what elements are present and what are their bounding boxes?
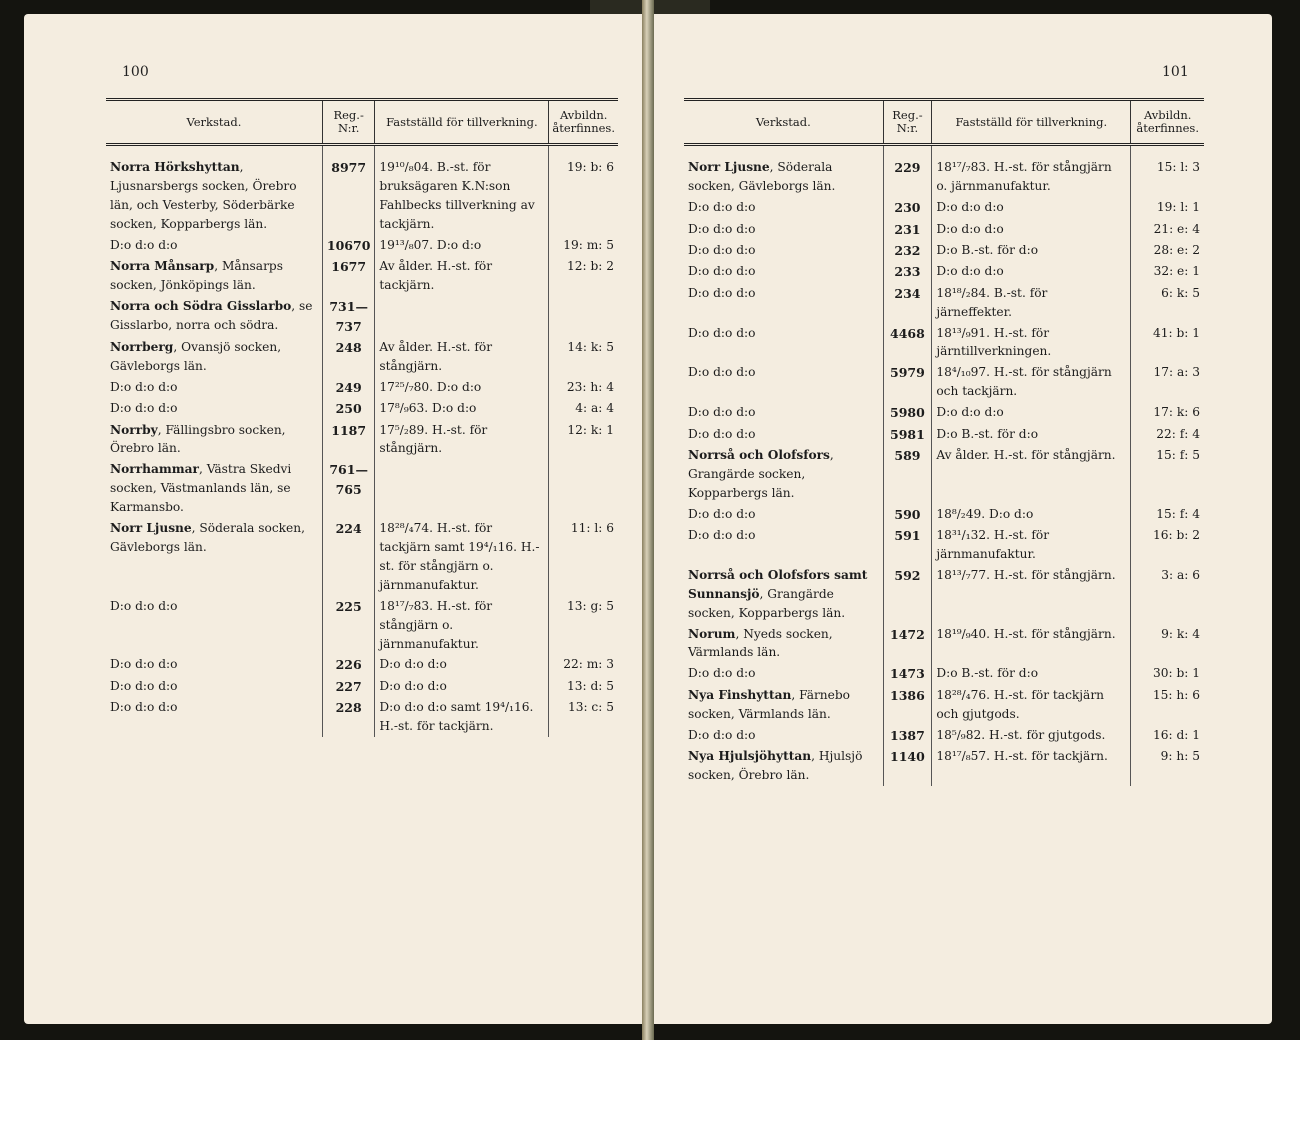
cell-fast: 18¹³/₉91. H.-st. för järntillverkningen. bbox=[932, 323, 1131, 363]
table-row bbox=[106, 420, 618, 460]
cell-avb: 16: b: 2 bbox=[1131, 525, 1204, 565]
cell-reg: 4468 bbox=[883, 323, 932, 363]
cell-fast: 18¹⁸/₂84. B.-st. för järneffekter. bbox=[932, 283, 1131, 323]
cell-avb: 12: b: 2 bbox=[549, 256, 618, 296]
cell-name: D:o d:o d:o bbox=[688, 200, 756, 215]
table-row bbox=[106, 296, 618, 337]
left-page bbox=[24, 14, 642, 1024]
cell-reg: 234 bbox=[883, 283, 932, 323]
works-name: Norra Månsarp bbox=[110, 259, 215, 274]
cell-avb: 22: m: 3 bbox=[549, 654, 618, 675]
column-header-avbildn: Avbildn. återfinnes. bbox=[1131, 100, 1204, 145]
works-name: Norrberg bbox=[110, 340, 174, 354]
table-row bbox=[106, 654, 618, 675]
left-page-table bbox=[106, 98, 618, 737]
works-name: Norr Ljusne bbox=[688, 160, 770, 175]
works-name: Norrby bbox=[110, 422, 158, 437]
cell-fast: 18¹⁹/₉40. H.-st. för stångjärn. bbox=[932, 624, 1131, 664]
cell-fast: D:o B.-st. för d:o bbox=[932, 240, 1131, 261]
works-name: Norrså och Olofsfors samt Sunnansjö bbox=[688, 567, 868, 601]
cell-fast: 18²⁸/₄74. H.-st. för tackjärn samt 19⁴/₁16. H.-st. för stångjärn o. järnmanufaktur. bbox=[375, 518, 549, 596]
cell-reg: 227 bbox=[322, 676, 375, 697]
table-row bbox=[684, 323, 1204, 363]
left-page-number: 100 bbox=[122, 64, 149, 80]
cell-fast: D:o d:o d:o bbox=[932, 402, 1131, 423]
cell-name: D:o d:o d:o bbox=[688, 221, 756, 236]
cell-fast: 18¹⁷/₇83. H.-st. för stångjärn o. järnmanufaktur. bbox=[375, 596, 549, 655]
cell-fast: 18¹³/₇77. H.-st. för stångjärn. bbox=[932, 565, 1131, 624]
cell-fast: 19¹⁰/₈04. B.-st. för bruksägaren K.N:son Fahlbecks tillverkning av tackjärn. bbox=[375, 145, 549, 235]
table-row bbox=[106, 145, 618, 235]
table-row bbox=[684, 445, 1204, 504]
right-page bbox=[654, 14, 1272, 1024]
cell-fast: D:o d:o d:o bbox=[932, 197, 1131, 218]
cell-name: Norrberg, Ovansjö socken, Gävleborgs län. bbox=[110, 340, 282, 373]
cell-name: Nya Hjulsjöhyttan, Hjulsjö socken, Örebro län. bbox=[688, 748, 863, 782]
bottom-margin bbox=[0, 1040, 1300, 1129]
table-row bbox=[106, 235, 618, 256]
book-spine bbox=[642, 0, 654, 1040]
cell-reg: 224 bbox=[322, 518, 375, 596]
cell-fast: D:o d:o d:o bbox=[932, 261, 1131, 282]
cell-name: D:o d:o d:o bbox=[110, 379, 178, 394]
cell-name: Norrby, Fällingsbro socken, Örebro län. bbox=[110, 422, 286, 456]
works-name: Norum bbox=[688, 626, 736, 641]
cell-reg: 1187 bbox=[322, 420, 375, 460]
cell-name: D:o d:o d:o bbox=[110, 598, 178, 613]
table-row bbox=[684, 283, 1204, 323]
cell-fast: D:o d:o d:o bbox=[375, 654, 549, 675]
cell-avb: 13: d: 5 bbox=[549, 676, 618, 697]
table-row bbox=[106, 398, 618, 419]
cell-reg: 1140 bbox=[883, 746, 932, 786]
table-row bbox=[684, 663, 1204, 684]
cell-avb: 19: m: 5 bbox=[549, 235, 618, 256]
works-name: Nya Finshyttan bbox=[688, 687, 792, 702]
cell-fast: 18⁴/₁₀97. H.-st. för stångjärn och tackjärn. bbox=[932, 362, 1131, 402]
cell-name: Nya Finshyttan, Färnebo socken, Värmlands län. bbox=[688, 687, 850, 721]
cell-reg: 229 bbox=[883, 145, 932, 197]
cell-name: Norrhammar, Västra Skedvi socken, Västmanlands län, se Karmansbo. bbox=[110, 462, 292, 515]
right-page-table bbox=[684, 98, 1204, 786]
cell-name: D:o d:o d:o bbox=[688, 727, 756, 742]
left-table-body bbox=[106, 145, 618, 737]
cell-avb bbox=[549, 459, 618, 518]
cell-reg: 1472 bbox=[883, 624, 932, 664]
cell-fast: 17⁸/₉63. D:o d:o bbox=[375, 398, 549, 419]
cell-name: D:o d:o d:o bbox=[688, 264, 756, 279]
column-header-verkstad: Verkstad. bbox=[186, 114, 242, 129]
cell-name: D:o d:o d:o bbox=[688, 426, 756, 441]
table-row bbox=[684, 197, 1204, 218]
cell-fast: 17²⁵/₇80. D:o d:o bbox=[375, 377, 549, 398]
cell-avb: 19: b: 6 bbox=[549, 145, 618, 235]
cell-fast bbox=[375, 296, 549, 337]
cell-reg: 231 bbox=[883, 219, 932, 240]
cell-name: D:o d:o d:o bbox=[110, 238, 178, 253]
cell-avb: 30: b: 1 bbox=[1131, 663, 1204, 684]
right-table-body bbox=[684, 145, 1204, 786]
cell-name: D:o d:o d:o bbox=[110, 657, 178, 672]
cell-name: Norra Hörkshyttan, Ljusnarsbergs socken, Örebro län, och Vesterby, Söderbärke socken, Kopparbergs län. bbox=[110, 160, 297, 232]
cell-fast: Av ålder. H.-st. för stångjärn. bbox=[375, 337, 549, 377]
cell-name: Norrså och Olofsfors samt Sunnansjö, Grangärde socken, Kopparbergs län. bbox=[688, 567, 868, 620]
table-row bbox=[684, 145, 1204, 197]
column-header-faststalld: Fastställd för tillverkning. bbox=[375, 100, 549, 145]
table-row bbox=[684, 424, 1204, 445]
cell-name: Norr Ljusne, Söderala socken, Gävleborgs län. bbox=[110, 521, 305, 554]
right-page-number: 101 bbox=[1162, 64, 1189, 80]
cell-fast: D:o d:o d:o bbox=[375, 676, 549, 697]
works-name: Norrhammar bbox=[110, 462, 199, 477]
cell-avb: 15: f: 5 bbox=[1131, 445, 1204, 504]
cell-reg: 226 bbox=[322, 654, 375, 675]
cell-avb: 32: e: 1 bbox=[1131, 261, 1204, 282]
cell-avb: 17: k: 6 bbox=[1131, 402, 1204, 423]
cell-avb: 19: l: 1 bbox=[1131, 197, 1204, 218]
cell-avb bbox=[549, 296, 618, 337]
table-row bbox=[106, 596, 618, 655]
table-row bbox=[684, 240, 1204, 261]
table-row bbox=[106, 518, 618, 596]
cell-fast: 18²⁸/₄76. H.-st. för tackjärn och gjutgods. bbox=[932, 685, 1131, 725]
cell-avb: 21: e: 4 bbox=[1131, 219, 1204, 240]
column-header-reg-nr: Reg.-N:r. bbox=[883, 100, 932, 145]
column-header-verkstad: Verkstad. bbox=[755, 114, 811, 129]
cell-avb: 9: k: 4 bbox=[1131, 624, 1204, 664]
cell-reg: 1473 bbox=[883, 663, 932, 684]
column-header-reg-nr: Reg.-N:r. bbox=[322, 100, 375, 145]
cell-fast: D:o d:o d:o samt 19⁴/₁16. H.-st. för tackjärn. bbox=[375, 697, 549, 737]
works-name: Norra Hörkshyttan bbox=[110, 160, 240, 175]
cell-fast: 18⁸/₂49. D:o d:o bbox=[932, 504, 1131, 525]
cell-name: D:o d:o d:o bbox=[688, 325, 756, 340]
works-name: Norra och Södra Gisslarbo bbox=[110, 299, 292, 314]
cell-fast: D:o d:o d:o bbox=[932, 219, 1131, 240]
cell-name: D:o d:o d:o bbox=[688, 243, 756, 257]
table-row bbox=[684, 362, 1204, 402]
cell-name: D:o d:o d:o bbox=[688, 365, 756, 380]
cell-reg: 225 bbox=[322, 596, 375, 655]
cell-reg: 591 bbox=[883, 525, 932, 565]
cell-reg: 590 bbox=[883, 504, 932, 525]
cell-avb: 13: c: 5 bbox=[549, 697, 618, 737]
cell-avb: 41: b: 1 bbox=[1131, 323, 1204, 363]
cell-avb: 12: k: 1 bbox=[549, 420, 618, 460]
cell-reg: 5981 bbox=[883, 424, 932, 445]
cell-avb: 22: f: 4 bbox=[1131, 424, 1204, 445]
cell-reg: 250 bbox=[322, 398, 375, 419]
cell-fast: 18³¹/₁32. H.-st. för järnmanufaktur. bbox=[932, 525, 1131, 565]
cell-avb: 16: d: 1 bbox=[1131, 725, 1204, 746]
table-row bbox=[106, 377, 618, 398]
cell-reg: 249 bbox=[322, 377, 375, 398]
cell-reg: 10670 bbox=[322, 235, 375, 256]
cell-reg: 731—737 bbox=[322, 296, 375, 337]
table-row bbox=[106, 256, 618, 296]
cell-name: D:o d:o d:o bbox=[688, 506, 756, 521]
cell-avb: 6: k: 5 bbox=[1131, 283, 1204, 323]
table-row bbox=[106, 697, 618, 737]
cell-avb: 15: l: 3 bbox=[1131, 145, 1204, 197]
cell-avb: 15: h: 6 bbox=[1131, 685, 1204, 725]
cell-fast: 17⁵/₂89. H.-st. för stångjärn. bbox=[375, 420, 549, 460]
cell-avb: 9: h: 5 bbox=[1131, 746, 1204, 786]
cell-avb: 4: a: 4 bbox=[549, 398, 618, 419]
cell-reg: 592 bbox=[883, 565, 932, 624]
cell-avb: 13: g: 5 bbox=[549, 596, 618, 655]
cell-reg: 589 bbox=[883, 445, 932, 504]
works-name: Norrså och Olofsfors bbox=[688, 447, 830, 462]
cell-name: Norr Ljusne, Söderala socken, Gävleborgs län. bbox=[688, 160, 836, 194]
cell-reg: 761—765 bbox=[322, 459, 375, 518]
cell-reg: 233 bbox=[883, 261, 932, 282]
cell-reg: 8977 bbox=[322, 145, 375, 235]
cell-reg: 5979 bbox=[883, 362, 932, 402]
cell-name: Norum, Nyeds socken, Värmlands län. bbox=[688, 626, 833, 660]
cell-avb: 17: a: 3 bbox=[1131, 362, 1204, 402]
cell-avb: 23: h: 4 bbox=[549, 377, 618, 398]
cell-name: Norra Månsarp, Månsarps socken, Jönköpings län. bbox=[110, 259, 283, 293]
cell-name: D:o d:o d:o bbox=[688, 405, 756, 420]
cell-fast bbox=[375, 459, 549, 518]
works-name: Norr Ljusne bbox=[110, 521, 192, 536]
column-header-avbildn: Avbildn. återfinnes. bbox=[549, 100, 618, 145]
cell-reg: 248 bbox=[322, 337, 375, 377]
cell-name: D:o d:o d:o bbox=[110, 401, 178, 416]
cell-reg: 5980 bbox=[883, 402, 932, 423]
cell-avb: 11: l: 6 bbox=[549, 518, 618, 596]
table-row bbox=[684, 219, 1204, 240]
cell-name: D:o d:o d:o bbox=[688, 285, 756, 300]
cell-reg: 1387 bbox=[883, 725, 932, 746]
cell-name: Norra och Södra Gisslarbo, se Gisslarbo, norra och södra. bbox=[110, 299, 313, 333]
table-row bbox=[684, 746, 1204, 786]
cell-fast: Av ålder. H.-st. för stångjärn. bbox=[932, 445, 1131, 504]
cell-name: D:o d:o d:o bbox=[110, 700, 178, 715]
cell-reg: 232 bbox=[883, 240, 932, 261]
table-row bbox=[684, 261, 1204, 282]
table-row bbox=[106, 459, 618, 518]
table-row bbox=[684, 504, 1204, 525]
cell-fast: D:o B.-st. för d:o bbox=[932, 663, 1131, 684]
cell-avb: 14: k: 5 bbox=[549, 337, 618, 377]
cell-reg: 1677 bbox=[322, 256, 375, 296]
cell-reg: 1386 bbox=[883, 685, 932, 725]
cell-avb: 3: a: 6 bbox=[1131, 565, 1204, 624]
works-name: Nya Hjulsjöhyttan bbox=[688, 748, 812, 763]
cell-name: D:o d:o d:o bbox=[688, 528, 756, 543]
cell-fast: D:o B.-st. för d:o bbox=[932, 424, 1131, 445]
table-row bbox=[106, 337, 618, 377]
column-header-faststalld: Fastställd för tillverkning. bbox=[932, 100, 1131, 145]
table-row bbox=[684, 525, 1204, 565]
cell-fast: 19¹³/₈07. D:o d:o bbox=[375, 235, 549, 256]
cell-avb: 15: f: 4 bbox=[1131, 504, 1204, 525]
cell-reg: 230 bbox=[883, 197, 932, 218]
cell-name: D:o d:o d:o bbox=[110, 678, 178, 693]
cell-name: Norrså och Olofsfors, Grangärde socken, Kopparbergs län. bbox=[688, 447, 834, 500]
table-row bbox=[684, 402, 1204, 423]
cell-fast: Av ålder. H.-st. för tackjärn. bbox=[375, 256, 549, 296]
cell-fast: 18¹⁷/₇83. H.-st. för stångjärn o. järnmanufaktur. bbox=[932, 145, 1131, 197]
table-row bbox=[684, 685, 1204, 725]
cell-fast: 18¹⁷/₈57. H.-st. för tackjärn. bbox=[932, 746, 1131, 786]
cell-name: D:o d:o d:o bbox=[688, 666, 756, 681]
table-row bbox=[106, 676, 618, 697]
table-row bbox=[684, 565, 1204, 624]
cell-reg: 228 bbox=[322, 697, 375, 737]
table-row bbox=[684, 624, 1204, 664]
table-row bbox=[684, 725, 1204, 746]
cell-avb: 28: e: 2 bbox=[1131, 240, 1204, 261]
cell-fast: 18⁵/₉82. H.-st. för gjutgods. bbox=[932, 725, 1131, 746]
